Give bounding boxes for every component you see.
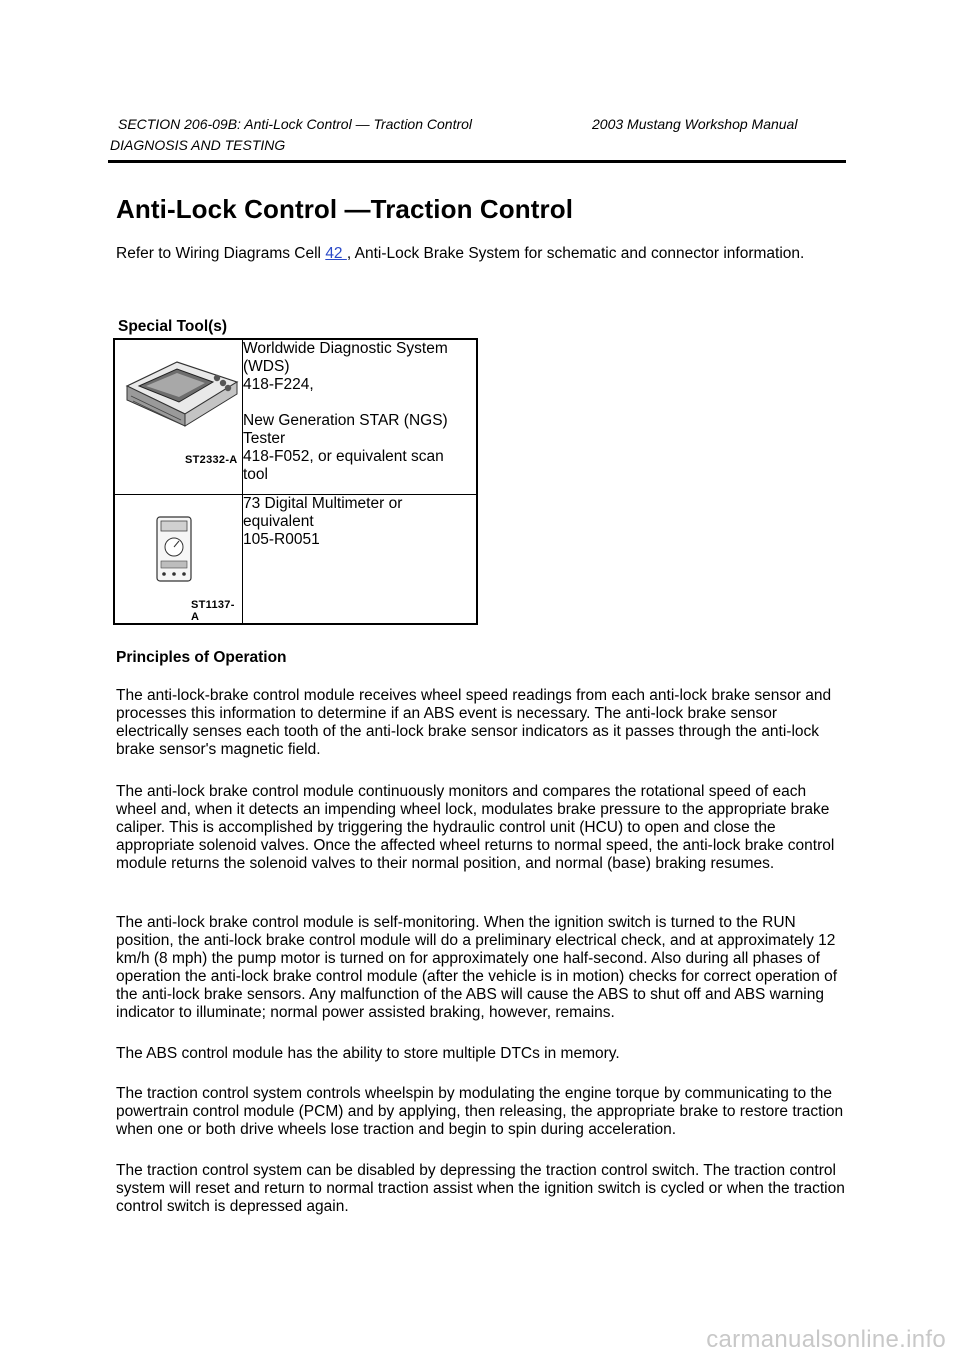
- multimeter-icon: [119, 499, 239, 599]
- paragraph-dtc-memory: The ABS control module has the ability to store multiple DTCs in memory.: [116, 1045, 620, 1062]
- site-watermark: carmanualsonline.info: [706, 1326, 946, 1353]
- paragraph-traction-control: The traction control system controls wheelspin by modulating the engine torque by communicating to the powertrain control module (PCM) and by applying, then releasing, the appropriate brake to restore traction when one or both drive wheels lose traction and begin to spin during acceleration.: [116, 1085, 844, 1138]
- tool-text-spacer: [243, 394, 476, 412]
- tool-image-code: ST2332-A: [185, 454, 238, 466]
- wiring-diagram-cell-link[interactable]: 42: [325, 245, 347, 262]
- paragraph-traction-disable: The traction control system can be disabled by depressing the traction control switch. The traction control system will reset and return to normal traction assist when the ignition switch is cycled or when the traction control switch is depressed again.: [116, 1162, 845, 1215]
- tool-description: [243, 495, 478, 625]
- tool-text-line: (WDS): [243, 358, 290, 375]
- header-section-title: SECTION 206-09B: Anti-Lock Control — Traction Control: [118, 116, 473, 132]
- page-title: Anti-Lock Control —Traction Control: [116, 194, 574, 224]
- special-tools-table: [113, 338, 478, 625]
- header-divider: [108, 160, 846, 163]
- tool-row: [114, 495, 477, 625]
- tool-text-line: 105-R0051: [243, 531, 320, 548]
- tool-row: [114, 339, 477, 495]
- principles-heading: Principles of Operation: [116, 649, 287, 666]
- tool-image-code: ST1137-A: [191, 599, 235, 623]
- tool-text-line: 73 Digital Multimeter or: [243, 495, 403, 512]
- tool-text-line: 418-F224,: [243, 376, 314, 393]
- tool-text-line: equivalent: [243, 513, 314, 530]
- paragraph-wheel-lock: The anti-lock brake control module continuously monitors and compares the rotational speed of each wheel and, when it detects an impending wheel lock, modulates brake pressure to the appropriate brake caliper. This is accomplished by triggering the hydraulic control unit (HCU) to open and close the appropriate solenoid valves. Once the affected wheel returns to normal speed, the anti-lock brake control module returns the solenoid valves to their normal position, and normal (base) braking resumes.: [116, 783, 835, 872]
- header-manual-title: 2003 Mustang Workshop Manual: [592, 116, 798, 132]
- paragraph-sensor: The anti-lock-brake control module receives wheel speed readings from each anti-lock brake sensor and processes this information to determine if an ABS event is necessary. The anti-lock brake sensor electrically senses each tooth of the anti-lock brake sensor indicators as it passes through the anti-lock brake sensor's magnetic field.: [116, 687, 832, 758]
- tool-text-line: 418-F052, or equivalent scan: [243, 448, 444, 465]
- intro-text-before: Refer to Wiring Diagrams Cell: [116, 245, 326, 262]
- tool-image-cell: [114, 495, 243, 625]
- paragraph-self-monitoring: The anti-lock brake control module is self-monitoring. When the ignition switch is turned to the RUN position, the anti-lock brake control module will do a preliminary electrical check, and at approximately 12 km/h (8 mph) the pump motor is turned on for approximately one half-second. Also during all phases of operation the anti-lock brake control module (after the vehicle is in motion) checks for correct operation of the anti-lock brake sensors. Any malfunction of the ABS will cause the ABS to shut off and ABS warning indicator to illuminate; normal power assisted braking, however, remains.: [116, 914, 838, 1021]
- tool-text-line: Tester: [243, 430, 286, 447]
- tool-text-line: Worldwide Diagnostic System: [243, 340, 448, 357]
- intro-text-after: , Anti-Lock Brake System for schematic and connector information.: [346, 245, 805, 262]
- tool-image-cell: [114, 339, 243, 495]
- header-subsection: DIAGNOSIS AND TESTING: [110, 137, 286, 153]
- tool-text-line: New Generation STAR (NGS): [243, 412, 448, 429]
- intro-paragraph: [116, 245, 804, 263]
- tool-text-line: tool: [243, 466, 268, 483]
- scan-tool-icon: [119, 344, 239, 459]
- special-tools-heading: Special Tool(s): [118, 318, 228, 335]
- tool-description: [243, 339, 478, 495]
